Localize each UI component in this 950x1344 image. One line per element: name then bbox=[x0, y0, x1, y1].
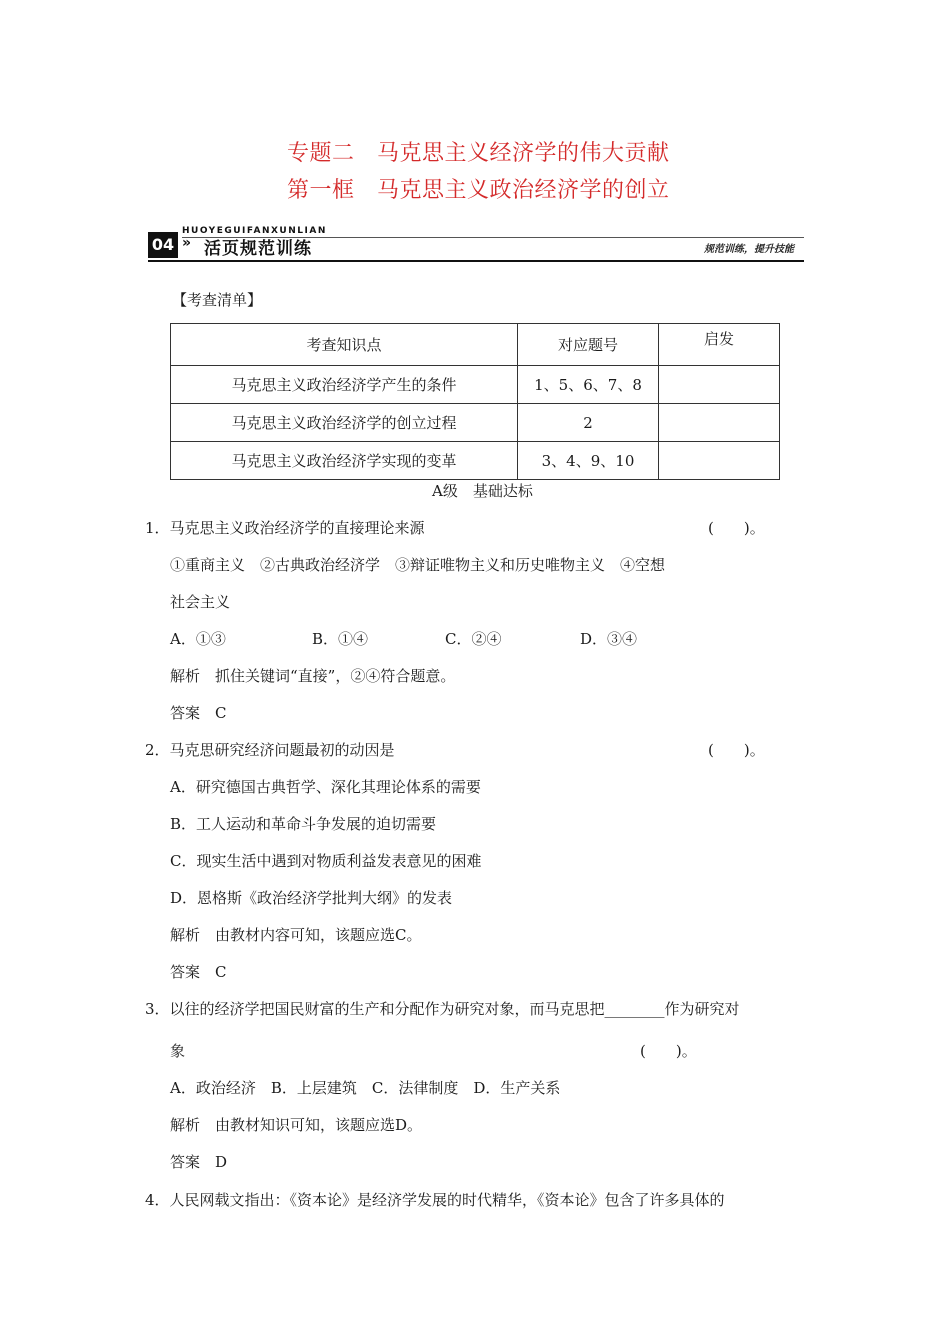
question-3-stem-cont: 象 bbox=[170, 1042, 186, 1060]
question-1-analysis: 解析 抓住关键词“直接”，②④符合题意。 bbox=[170, 667, 456, 685]
question-3-answer: 答案 D bbox=[170, 1153, 228, 1171]
question-2-choice-d: D．恩格斯《政治经济学批判大纲》的发表 bbox=[170, 889, 453, 907]
banner-pinyin: HUOYEGUIFANXUNLIAN bbox=[182, 226, 327, 236]
question-2-analysis: 解析 由教材内容可知，该题应选C。 bbox=[170, 926, 422, 944]
banner-rule bbox=[148, 260, 804, 262]
question-1-stem: 1．马克思主义政治经济学的直接理论来源 bbox=[145, 519, 425, 537]
question-2-choice-a: A．研究德国古典哲学、深化其理论体系的需要 bbox=[170, 778, 481, 796]
question-1-options: ①重商主义 ②古典政治经济学 ③辩证唯物主义和历史唯物主义 ④空想 bbox=[170, 556, 666, 574]
question-2-stem: 2．马克思研究经济问题最初的动因是 bbox=[145, 741, 395, 759]
table-cell: 马克思主义政治经济学产生的条件 bbox=[171, 366, 518, 404]
question-3-choices: A．政治经济 B．上层建筑 C．法律制度 D．生产关系 bbox=[170, 1079, 561, 1097]
question-2-bracket: ( )。 bbox=[708, 741, 765, 759]
table-cell: 马克思主义政治经济学的创立过程 bbox=[171, 404, 518, 442]
column-header: 启发 bbox=[659, 324, 780, 366]
table-cell bbox=[659, 366, 780, 404]
table-cell bbox=[659, 404, 780, 442]
section-banner bbox=[148, 226, 804, 262]
page-title: 专题二 马克思主义经济学的伟大贡献 bbox=[287, 141, 670, 166]
question-2-answer: 答案 C bbox=[170, 963, 227, 981]
page-subtitle: 第一框 马克思主义政治经济学的创立 bbox=[287, 178, 670, 203]
table-row bbox=[171, 404, 780, 442]
question-3-stem: 3．以往的经济学把国民财富的生产和分配作为研究对象，而马克思把________作为研究对 bbox=[145, 1000, 740, 1018]
question-1-choice-c: C．②④ bbox=[445, 630, 502, 648]
column-header: 对应题号 bbox=[518, 324, 659, 366]
checklist-heading: 【考查清单】 bbox=[172, 291, 263, 309]
table-cell bbox=[659, 442, 780, 480]
question-4-stem: 4．人民网载文指出：《资本论》是经济学发展的时代精华，《资本论》包含了许多具体的 bbox=[145, 1191, 725, 1209]
table-cell: 马克思主义政治经济学实现的变革 bbox=[171, 442, 518, 480]
question-1-bracket: ( )。 bbox=[708, 519, 765, 537]
question-1-choice-d: D．③④ bbox=[580, 630, 638, 648]
table-header-row bbox=[171, 324, 780, 366]
banner-number: 04 bbox=[148, 232, 178, 258]
question-1-choice-a: A．①③ bbox=[170, 630, 226, 648]
table-cell: 1、5、6、7、8 bbox=[518, 366, 659, 404]
question-2-choice-b: B．工人运动和革命斗争发展的迫切需要 bbox=[170, 815, 437, 833]
question-2-choice-c: C．现实生活中遇到对物质利益发表意见的困难 bbox=[170, 852, 482, 870]
column-header: 考查知识点 bbox=[171, 324, 518, 366]
banner-name: 活页规范训练 bbox=[204, 239, 312, 259]
table-cell: 3、4、9、10 bbox=[518, 442, 659, 480]
checklist-table bbox=[170, 323, 780, 480]
question-3-bracket: ( )。 bbox=[640, 1042, 697, 1060]
double-chevron-icon: » bbox=[182, 235, 192, 251]
question-1-options-cont: 社会主义 bbox=[170, 593, 231, 611]
banner-slogan: 规范训练，提升技能 bbox=[704, 244, 794, 255]
table-cell: 2 bbox=[518, 404, 659, 442]
level-heading: A级 基础达标 bbox=[432, 482, 533, 500]
table-row bbox=[171, 442, 780, 480]
question-1-choice-b: B．①④ bbox=[312, 630, 369, 648]
table-row bbox=[171, 366, 780, 404]
question-1-answer: 答案 C bbox=[170, 704, 227, 722]
question-3-analysis: 解析 由教材知识可知，该题应选D。 bbox=[170, 1116, 423, 1134]
